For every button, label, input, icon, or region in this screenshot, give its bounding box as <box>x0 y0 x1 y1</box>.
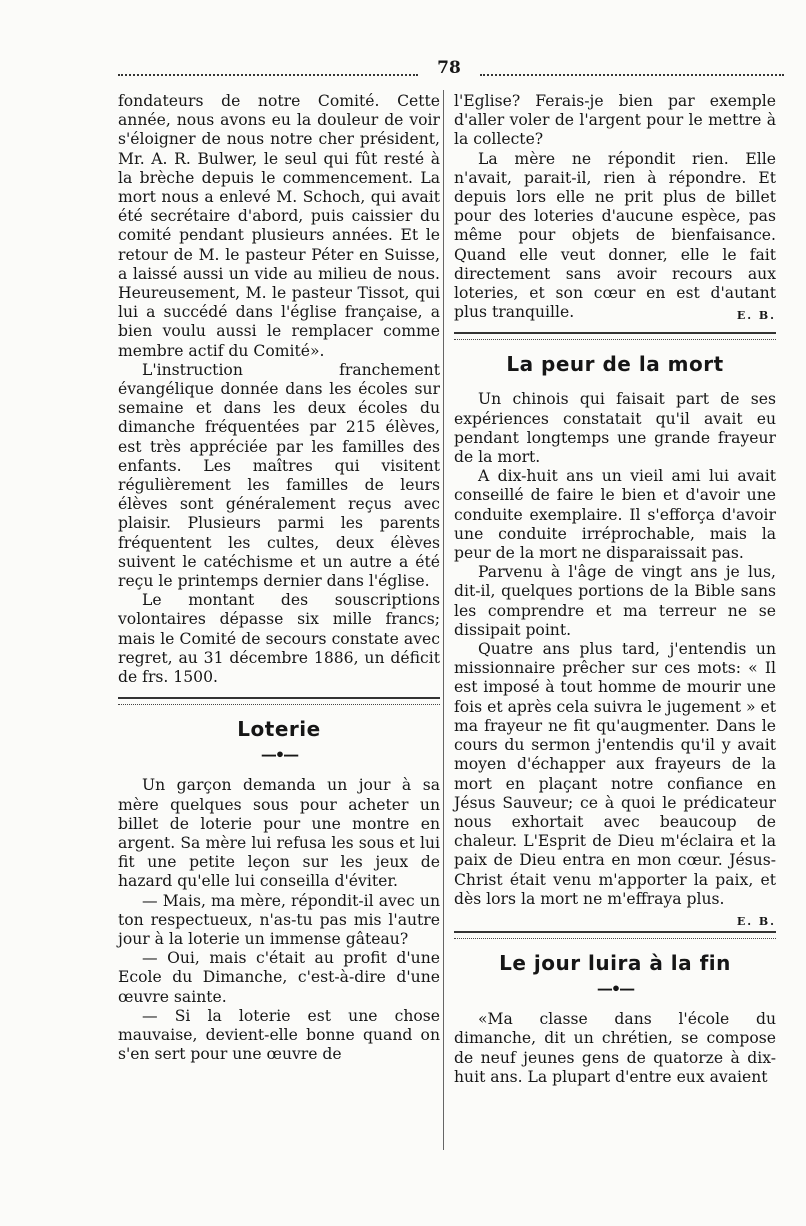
paragraph-instruction: L'instruction franchement évangélique donnée dans les écoles sur semaine et dans les deux écoles du dimanche fréquentées par 215 élèves, est très appréciée par les familles des enfants. Les maîtres qui visitent régulièrement les familles de leurs élèves sont généralement reçus avec plaisir. Plusieurs parmi les parents fréquentent les cultes, deux élèves suivent le catéchisme et un autre a été reçu le printemps dernier dans l'église. <box>118 360 440 591</box>
peur-paragraph-4 <box>454 640 776 928</box>
loterie-continued-2 <box>454 150 776 323</box>
paragraph-comite: fondateurs de notre Comité. Cette année, nous avons eu la douleur de voir s'éloigner de nous notre cher président, Mr. A. R. Bulwer, le seul qui fût resté à la brèche depuis le commencement. La mort nous a enlevé M. Schoch, qui avait été secrétaire d'abord, puis caissier du comité pendant plusieurs années. Et le retour de M. le pasteur Péter en Suisse, a laissé aussi un vide au milieu de nous. Heureusement, M. le pasteur Tissot, qui lui a succédé dans l'église française, a bien voulu aussi le remplacer comme membre actif du Comité». <box>118 92 440 360</box>
article-title-loterie: Loterie <box>237 717 321 742</box>
header-rule-right <box>480 74 784 76</box>
section-rule-jour <box>454 931 776 939</box>
peur-paragraph-1: Un chinois qui faisait part de ses expériences constatait qu'il avait eu pendant longtemps une grande frayeur de la mort. <box>454 390 776 467</box>
peur-paragraph-3: Parvenu à l'âge de vingt ans je lus, dit-il, quelques portions de la Bible sans les comprendre et ma terreur ne se dissipait point. <box>454 563 776 639</box>
loterie-paragraph-2: — Mais, ma mère, répondit-il avec un ton respectueux, n'as-tu pas mis l'autre jour à la loterie un immense gâteau? <box>118 891 440 948</box>
article-title-jour: Le jour luira à la fin <box>499 951 731 976</box>
loterie-paragraph-3: — Oui, mais c'était au profit d'une Ecole du Dimanche, c'est-à-dire d'une œuvre sainte. <box>118 949 440 1006</box>
page-header <box>118 58 784 82</box>
paragraph-souscriptions: Le montant des souscriptions volontaires dépasse six mille francs; mais le Comité de secours constate avec regret, au 31 décembre 1886, un déficit de frs. 1500. <box>118 591 440 687</box>
signature-loterie: E. B. <box>736 309 776 323</box>
page-number: 78 <box>437 58 461 78</box>
article-title-peur: La peur de la mort <box>506 352 724 377</box>
header-rule-left <box>118 74 418 76</box>
jour-paragraph-1: «Ma classe dans l'école du dimanche, dit un chrétien, se compose de neuf jeunes gens de quatorze à dix-huit ans. La plupart d'entre eux avaient <box>454 1010 776 1086</box>
loterie-paragraph-1: Un garçon demanda un jour à sa mère quelques sous pour acheter un billet de loterie pour une montre en argent. Sa mère lui refusa les sous et lui fit une petite leçon sur les jeux de hazard qu'elle lui conseilla d'éviter. <box>118 776 440 891</box>
loterie-continued-2-text: La mère ne répondit rien. Elle n'avait, parait-il, rien à répondre. Et depuis lors elle ne prit plus de billet pour des loteries d'aucune espèce, pas même pour objets de bienfaisance. Quand elle veut donner, elle le fait directement sans avoir recours aux loteries, et son cœur en est d'autant plus tranquille. <box>454 149 776 322</box>
peur-paragraph-2: A dix-huit ans un vieil ami lui avait conseillé de faire le bien et d'avoir une conduite exemplaire. Il s'efforça d'avoir une conduite irréprochable, mais la peur de la mort ne disparaissait pas. <box>454 467 776 563</box>
loterie-continued-1: l'Eglise? Ferais-je bien par exemple d'aller voler de l'argent pour le mettre à la collecte? <box>454 92 776 149</box>
left-column <box>118 92 440 1064</box>
column-divider <box>443 90 444 1150</box>
title-ornament-loterie: —•— <box>260 745 298 765</box>
peur-paragraph-4-text: Quatre ans plus tard, j'entendis un missionnaire prêcher sur ces mots: « Il est imposé à tout homme de mourir une fois et après cela suivra le jugement » et ma frayeur ne fit qu'augmenter. Dans le cours du sermon j'entendis qu'il y avait moyen d'échapper aux frayeurs de la mort en plaçant notre confiance en Jésus Sauveur; ce à quoi le prédicateur nous exhortait avec beaucoup de chaleur. L'Esprit de Dieu m'éclaira et la paix de Dieu entra en mon cœur. Jésus-Christ était venu m'apporter la paix, et dès lors la mort ne m'effraya plus. <box>454 640 776 908</box>
title-ornament-jour: —•— <box>596 979 634 999</box>
section-rule-loterie <box>118 697 440 705</box>
section-rule-peur <box>454 332 776 340</box>
right-column <box>454 92 776 1087</box>
loterie-paragraph-4: — Si la loterie est une chose mauvaise, devient-elle bonne quand on s'en sert pour une œuvre de <box>118 1006 440 1064</box>
signature-peur: E. B. <box>736 914 776 928</box>
